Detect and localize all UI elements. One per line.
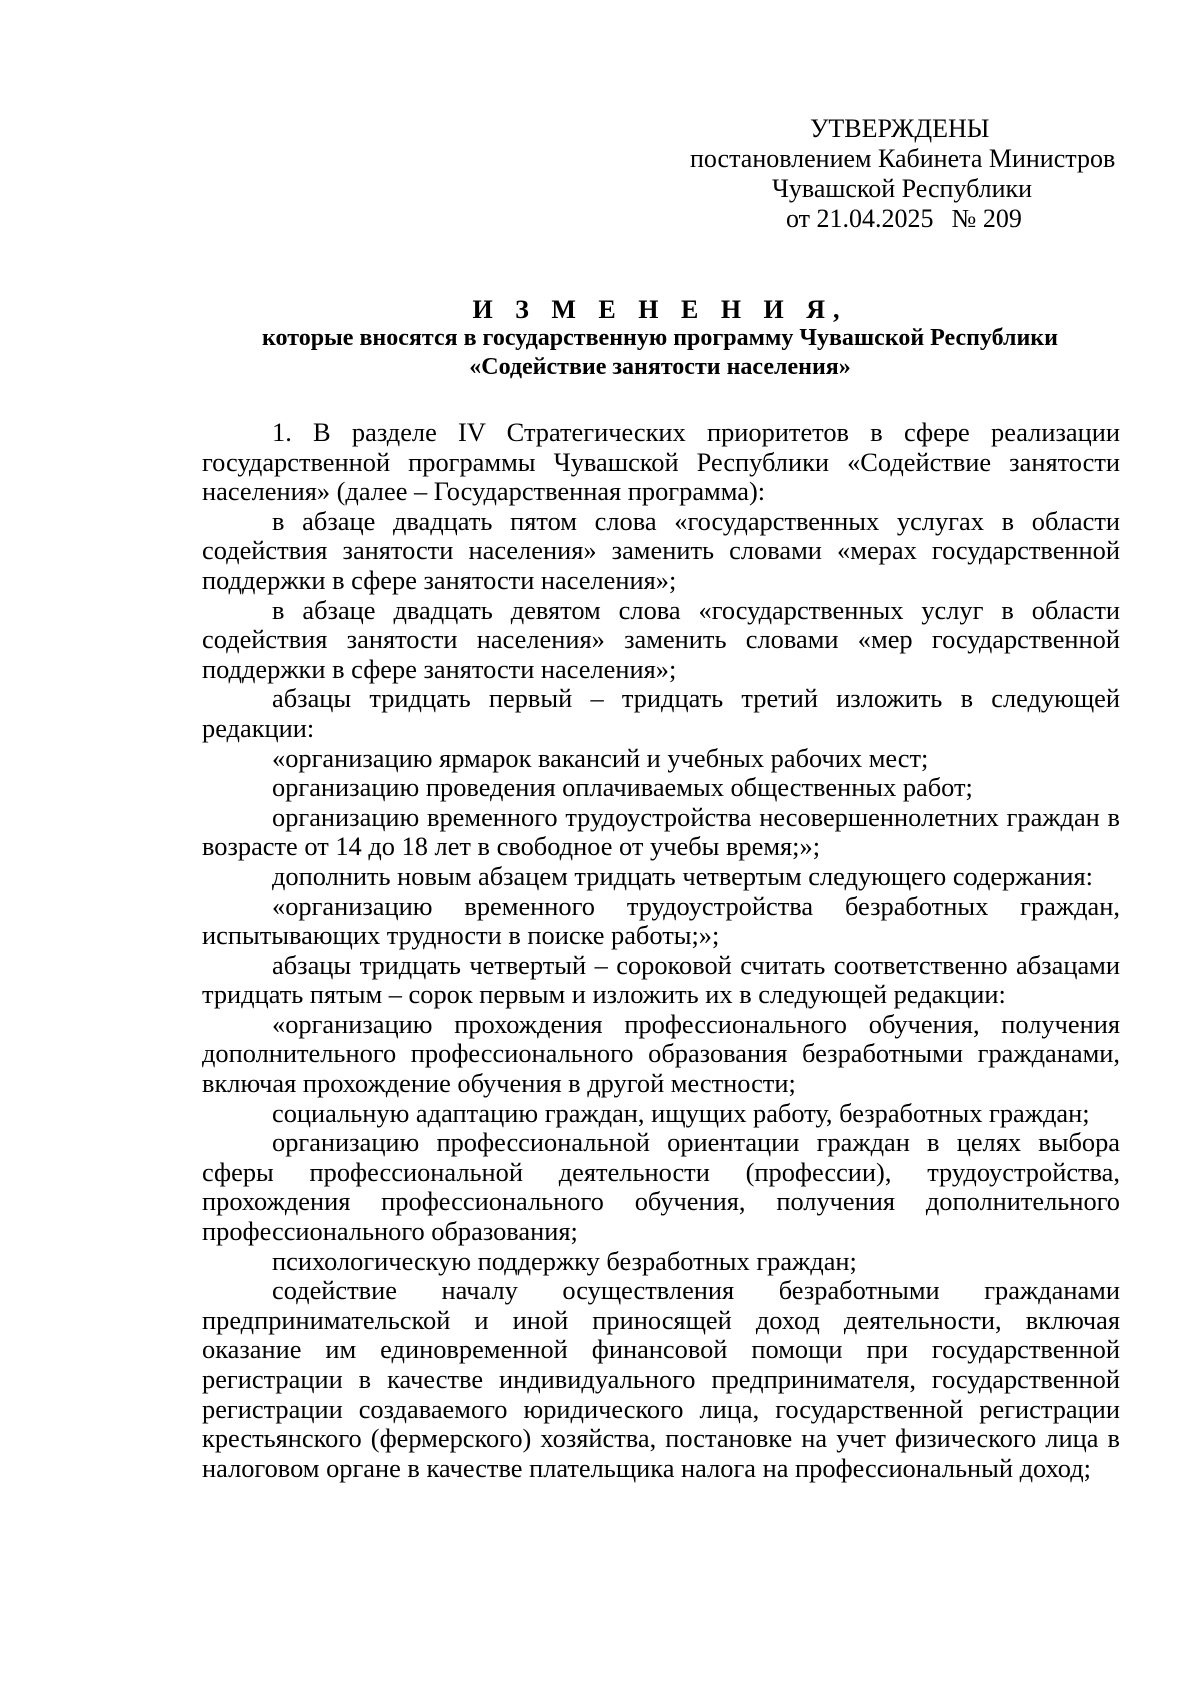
paragraph: в абзаце двадцать пятом слова «государственных услугах в области содействия занятости населения» заменить словами «мерах государственной поддержки в сфере занятости населения»; — [202, 505, 1120, 595]
paragraph: социальную адаптацию граждан, ищущих работу, безработных граждан; — [272, 1097, 1090, 1128]
paragraph: организацию временного трудоустройства несовершеннолетних граждан в возрасте от 14 до 18 лет в свободное от учебы время;»; — [202, 801, 1120, 862]
paragraph: абзацы тридцать четвертый – сороковой считать соответственно абзацами тридцать пятым – сорок первым и изложить их в следующей редакции: — [202, 949, 1120, 1010]
approval-date-number — [690, 204, 1150, 234]
approval-region: Чувашской Республики — [772, 174, 1033, 203]
paragraph: 1. В разделе IV Стратегических приоритетов в сфере реализации государственной программы Чувашской Республики «Содействие занятости населения» (далее – Государственная программа): — [202, 417, 1120, 507]
paragraph: содействие началу осуществления безработными гражданами предпринимательской и иной приносящей доход деятельности, включая оказание им единовременной финансовой помощи при государственной регистрации в качестве индивидуального предпринимателя, государственной регистрации создаваемого юридического лица, государственной регистрации крестьянского (фермерского) хозяйства, постановке на учет физического лица в налоговом органе в качестве плательщика налога на профессиональный доход; — [202, 1275, 1120, 1483]
paragraph: психологическую поддержку безработных граждан; — [272, 1245, 857, 1276]
approval-heading: УТВЕРЖДЕНЫ — [810, 114, 990, 143]
paragraph: организацию проведения оплачиваемых общественных работ; — [272, 772, 973, 803]
document-title — [200, 295, 1120, 382]
approval-authority: постановлением Кабинета Министров — [690, 144, 1116, 173]
document-body — [202, 418, 1120, 1483]
title-heading: И З М Е Н Е Н И Я, — [472, 295, 848, 324]
title-subtitle-line-2: «Содействие занятости населения» — [469, 354, 851, 380]
paragraph: организацию профессиональной ориентации граждан в целях выбора сферы профессиональной деятельности (профессии), трудоустройства, прохождения профессионального обучения, получения дополнительного профессионального образования; — [202, 1127, 1120, 1247]
paragraph: «организацию временного трудоустройства безработных граждан, испытывающих трудности в поиске работы;»; — [202, 890, 1120, 951]
title-subtitle-line-1: которые вносятся в государственную программу Чувашской Республики — [262, 325, 1058, 351]
paragraph: абзацы тридцать первый – тридцать третий изложить в следующей редакции: — [202, 683, 1120, 743]
approval-stamp — [690, 114, 1150, 234]
approval-date: от 21.04.2025 — [786, 204, 934, 233]
paragraph: «организацию ярмарок вакансий и учебных рабочих мест; — [272, 742, 929, 773]
paragraph: дополнить новым абзацем тридцать четвертым следующего содержания: — [272, 860, 1093, 891]
paragraph: в абзаце двадцать девятом слова «государственных услуг в области содействия занятости населения» заменить словами «мер государственной поддержки в сфере занятости населения»; — [202, 594, 1120, 684]
paragraph: «организацию прохождения профессионального обучения, получения дополнительного профессионального образования безработными гражданами, включая прохождение обучения в другой местности; — [202, 1008, 1120, 1099]
approval-number: № 209 — [951, 204, 1022, 233]
